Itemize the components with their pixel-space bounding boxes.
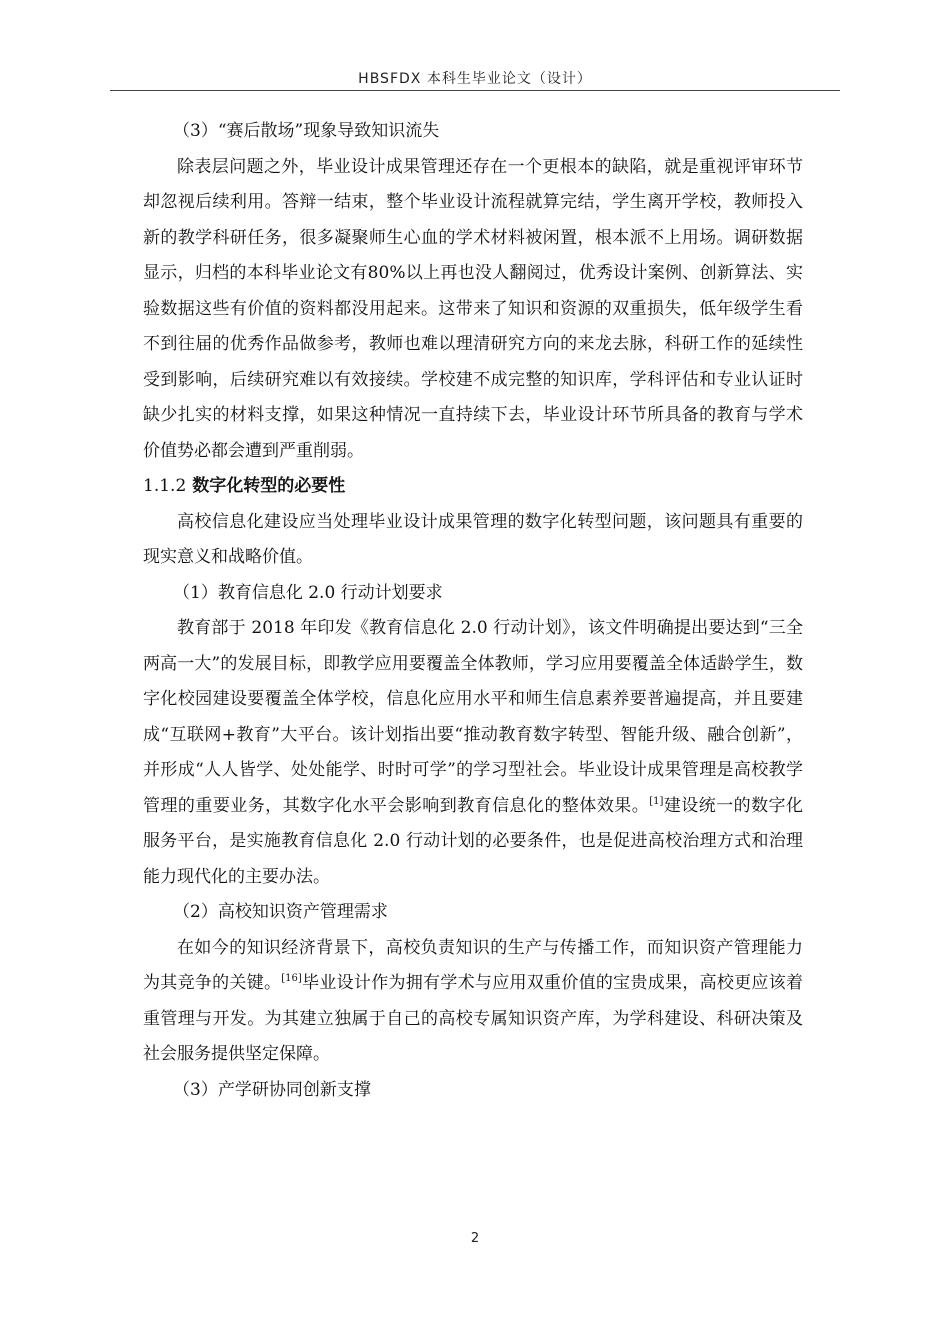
paragraph-text: 教育部于 2018 年印发《教育信息化 2.0 行动计划》，该文件明确提出要达到“三全两高一大”的发展目标，即教学应用要覆盖全体教师，学习应用要覆盖全体适龄学生，数字化校园建设要覆盖全体学校，信息化应用水平和师生信息素养要普遍提高，并且要建成“互联网+教育”大平台。该计划指出要“推动教育数字转型、智能升级、融合创新”，并形成“人人皆学、处处能学、时时可学”的学习型社会。毕业设计成果管理是高校教学管理的重要业务，其数字化水平会影响到教育信息化的整体效果。 [143, 618, 803, 816]
paragraph-knowledge-loss: 除表层问题之外，毕业设计成果管理还存在一个更根本的缺陷，就是重视评审环节却忽视后续利用。答辩一结束，整个毕业设计流程就算完结，学生离开学校，教师投入新的教学科研任务，很多凝聚师生心血的学术材料被闲置，根本派不上用场。调研数据显示，归档的本科毕业论文有80%以上再也没人翻阅过，优秀设计案例、创新算法、实验数据这些有价值的资料都没用起来。这带来了知识和资源的双重损失，低年级学生看不到往届的优秀作品做参考，教师也难以理清研究方向的来龙去脉，科研工作的延续性受到影响，后续研究难以有效接续。学校建不成完整的知识库，学科评估和专业认证时缺少扎实的材料支撑，如果这种情况一直持续下去，毕业设计环节所具备的教育与学术价值势必都会遭到严重削弱。 [143, 156, 803, 461]
section-heading [143, 469, 803, 505]
citation-16: [16] [281, 973, 302, 984]
citation-1: [1] [649, 795, 664, 807]
subheading-education-informatization: （1）教育信息化 2.0 行动计划要求 [173, 582, 443, 603]
paragraph-education-informatization [143, 611, 803, 895]
section-title: 数字化转型的必要性 [192, 476, 346, 496]
paragraph-text: 建设统一的数字化服务平台，是实施教育信息化 2.0 行动计划的必要条件，也是促进高校治理方式和治理能力现代化的主要办法。 [143, 795, 804, 887]
paragraph-knowledge-assets [143, 931, 803, 1073]
subheading-knowledge-loss: （3）“赛后散场”现象导致知识流失 [173, 121, 440, 141]
paragraph-text: 在如今的知识经济背景下，高校负责知识的生产与传播工作，而知识资产管理能力为其竞争的关键。 [143, 937, 803, 993]
paragraph-digital-transformation: 高校信息化建设应当处理毕业设计成果管理的数字化转型问题，该问题具有重要的现实意义和战略价值。 [143, 511, 803, 567]
page-header: HBSFDX 本科生毕业论文（设计） [358, 71, 592, 87]
subheading-knowledge-assets: （2）高校知识资产管理需求 [173, 902, 388, 922]
paragraph-text: 毕业设计作为拥有学术与应用双重价值的宝贵成果，高校更应该着重管理与开发。为其建立独属于自己的高校专属知识资产库，为学科建设、科研决策及社会服务提供坚定保障。 [143, 973, 804, 1064]
header-rule [110, 90, 840, 91]
page-number: 2 [470, 1231, 480, 1246]
section-number: 1.1.2 [143, 476, 187, 496]
subheading-industry-collaboration: （3）产学研协同创新支撑 [173, 1079, 371, 1100]
document-body [143, 114, 803, 1108]
